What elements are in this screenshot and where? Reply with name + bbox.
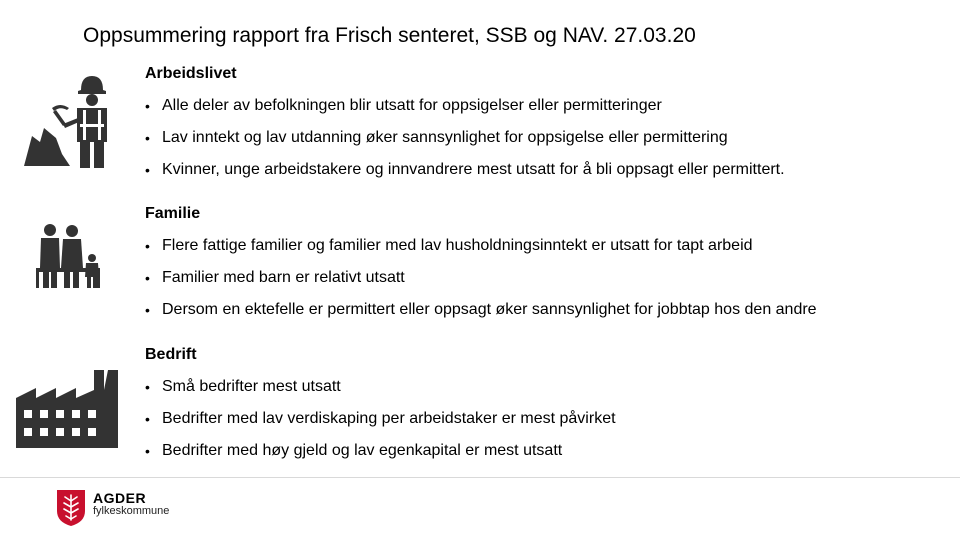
worker-icon [22, 70, 117, 170]
agder-shield-icon [56, 489, 86, 527]
list-item: • Kvinner, unge arbeidstakere og innvandrere mest utsatt for å bli oppsagt eller permittert. [145, 160, 785, 180]
list-item: • Dersom en ektefelle er permittert eller oppsagt øker sannsynlighet for jobbtap hos den andre [145, 300, 817, 320]
agder-logo [93, 491, 169, 517]
factory-icon [16, 368, 120, 448]
section-bedrift [145, 345, 616, 461]
logo-main-text: AGDER [93, 490, 147, 506]
list-item: • Alle deler av befolkningen blir utsatt for oppsigelser eller permitteringer [145, 96, 785, 116]
list-item: • Bedrifter med høy gjeld og lav egenkapital er mest utsatt [145, 441, 616, 461]
section-arbeidslivet [145, 64, 785, 180]
section-heading: Bedrift [145, 346, 197, 363]
list-item: • Lav inntekt og lav utdanning øker sannsynlighet for oppsigelse eller permittering [145, 128, 785, 148]
list-item: • Familier med barn er relativt utsatt [145, 268, 817, 288]
bullet-list [145, 377, 616, 461]
list-item: • Bedrifter med lav verdiskaping per arbeidstaker er mest påvirket [145, 409, 616, 429]
logo-sub-text: fylkeskommune [93, 505, 170, 517]
list-item: • Små bedrifter mest utsatt [145, 377, 616, 397]
section-heading: Familie [145, 205, 201, 222]
list-item: • Flere fattige familier og familier med lav husholdningsinntekt er utsatt for tapt arbeid [145, 236, 817, 256]
family-icon [36, 222, 106, 290]
footer-divider [0, 477, 960, 478]
section-familie [145, 204, 817, 320]
slide-title: Oppsummering rapport fra Frisch senteret, SSB og NAV. 27.03.20 [83, 24, 696, 47]
bullet-list [145, 236, 817, 320]
section-heading: Arbeidslivet [145, 65, 237, 82]
bullet-list [145, 96, 785, 180]
